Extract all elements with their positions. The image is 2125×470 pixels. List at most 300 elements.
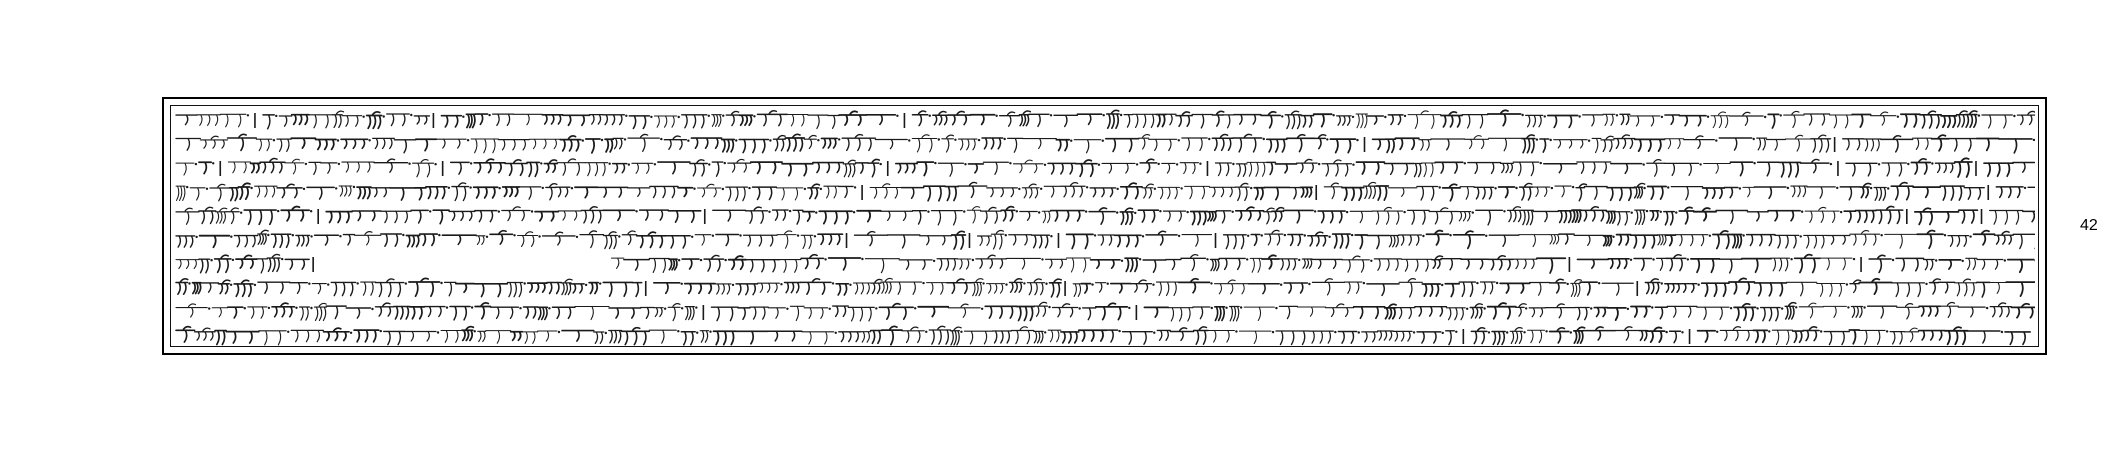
script-syllable bbox=[824, 186, 839, 198]
script-syllable bbox=[1408, 210, 1430, 224]
script-syllable bbox=[1079, 330, 1107, 341]
script-syllable bbox=[346, 308, 370, 318]
script-syllable bbox=[176, 279, 188, 294]
script-syllable bbox=[1032, 235, 1050, 248]
script-syllable bbox=[1417, 332, 1441, 343]
script-syllable bbox=[658, 162, 690, 174]
script-syllable bbox=[590, 115, 603, 125]
script-syllable bbox=[937, 259, 957, 270]
script-syllable bbox=[1892, 283, 1925, 297]
script-syllable bbox=[668, 211, 700, 222]
script-syllable bbox=[1333, 234, 1350, 248]
script-syllable bbox=[611, 258, 623, 268]
script-syllable bbox=[1574, 235, 1603, 245]
script-syllable bbox=[887, 235, 919, 248]
tsheg-mark bbox=[1044, 331, 1046, 333]
script-syllable bbox=[768, 331, 802, 341]
script-syllable bbox=[1958, 307, 1985, 317]
tsheg-mark bbox=[1246, 258, 1248, 260]
script-syllable bbox=[538, 307, 547, 319]
script-syllable bbox=[1904, 328, 1918, 342]
script-syllable bbox=[1533, 187, 1550, 196]
tsheg-mark bbox=[854, 186, 856, 188]
script-syllable bbox=[2006, 282, 2035, 296]
script-syllable bbox=[571, 284, 584, 293]
script-syllable bbox=[628, 134, 659, 151]
tsheg-mark bbox=[933, 260, 935, 262]
script-syllable bbox=[1881, 136, 1913, 152]
tsheg-mark bbox=[1887, 187, 1889, 189]
tsheg-mark bbox=[709, 331, 711, 333]
script-syllable bbox=[1261, 112, 1280, 128]
script-syllable bbox=[1048, 330, 1061, 342]
script-syllable bbox=[1435, 162, 1463, 173]
script-syllable bbox=[1050, 279, 1062, 297]
script-syllable bbox=[1537, 258, 1566, 273]
script-syllable bbox=[1142, 184, 1153, 198]
script-syllable bbox=[367, 112, 382, 128]
script-syllable bbox=[777, 231, 796, 248]
script-syllable bbox=[1300, 187, 1312, 197]
script-syllable bbox=[776, 188, 803, 200]
script-syllable bbox=[580, 231, 604, 248]
tsheg-mark bbox=[1261, 234, 1263, 236]
script-syllable bbox=[1264, 187, 1289, 199]
script-syllable bbox=[1917, 231, 1943, 249]
script-syllable bbox=[637, 232, 666, 247]
tsheg-mark bbox=[1870, 187, 1872, 189]
tsheg-mark bbox=[1157, 163, 1159, 165]
tsheg-mark bbox=[981, 308, 983, 310]
script-syllable bbox=[1901, 114, 1920, 127]
tsheg-mark bbox=[814, 235, 816, 237]
script-syllable bbox=[1513, 259, 1537, 268]
tsheg-mark bbox=[1846, 283, 1848, 285]
script-syllable bbox=[1276, 331, 1309, 345]
script-syllable bbox=[1603, 114, 1615, 125]
script-syllable bbox=[1338, 332, 1356, 344]
script-syllable bbox=[780, 260, 801, 273]
tsheg-mark bbox=[402, 234, 404, 236]
tsheg-mark bbox=[1413, 331, 1415, 333]
script-syllable bbox=[339, 186, 352, 196]
script-syllable bbox=[912, 135, 937, 152]
script-syllable bbox=[478, 331, 486, 341]
script-syllable bbox=[1114, 235, 1141, 246]
script-syllable bbox=[918, 307, 948, 317]
script-syllable bbox=[1874, 188, 1886, 201]
script-syllable bbox=[1603, 236, 1611, 246]
script-syllable bbox=[1441, 112, 1462, 127]
script-syllable bbox=[1279, 259, 1297, 270]
script-syllable bbox=[1581, 207, 1606, 221]
script-syllable bbox=[839, 111, 866, 125]
script-syllable bbox=[1215, 307, 1225, 321]
script-syllable bbox=[1754, 283, 1786, 296]
script-syllable bbox=[1162, 163, 1175, 173]
script-syllable bbox=[1219, 258, 1245, 269]
script-syllable bbox=[1965, 111, 1977, 127]
tsheg-mark bbox=[601, 139, 603, 141]
script-syllable bbox=[985, 306, 1016, 318]
tsheg-mark bbox=[186, 186, 188, 188]
script-syllable bbox=[1698, 331, 1716, 342]
script-syllable bbox=[690, 160, 707, 176]
script-syllable bbox=[871, 279, 882, 293]
tsheg-mark bbox=[896, 115, 898, 117]
tsheg-mark bbox=[1040, 188, 1042, 190]
tsheg-mark bbox=[1284, 234, 1286, 236]
tsheg-mark bbox=[624, 138, 626, 140]
script-syllable bbox=[1516, 304, 1526, 316]
script-syllable bbox=[1932, 135, 1949, 151]
script-syllable bbox=[1356, 114, 1367, 128]
script-syllable bbox=[1768, 211, 1800, 221]
script-syllable bbox=[1785, 303, 1796, 319]
script-syllable bbox=[1013, 160, 1043, 173]
tsheg-mark bbox=[1780, 114, 1782, 116]
script-syllable bbox=[312, 284, 326, 294]
manuscript-line bbox=[172, 325, 2035, 347]
tsheg-mark bbox=[254, 284, 256, 286]
script-syllable bbox=[803, 212, 814, 222]
tsheg-mark bbox=[1250, 187, 1252, 189]
script-syllable bbox=[1376, 186, 1388, 200]
script-syllable bbox=[1262, 255, 1279, 268]
script-syllable bbox=[1779, 162, 1801, 177]
script-syllable bbox=[1034, 331, 1043, 343]
script-syllable bbox=[1384, 164, 1413, 175]
tsheg-mark bbox=[1178, 235, 1180, 237]
script-syllable bbox=[912, 211, 926, 224]
script-syllable bbox=[1754, 187, 1785, 198]
script-syllable bbox=[1702, 283, 1729, 296]
script-syllable bbox=[1804, 235, 1827, 248]
script-syllable bbox=[267, 254, 280, 271]
script-syllable bbox=[1608, 259, 1629, 269]
script-syllable bbox=[258, 282, 290, 293]
script-syllable bbox=[1415, 307, 1447, 316]
script-syllable bbox=[1209, 187, 1235, 196]
script-syllable bbox=[605, 139, 613, 152]
tsheg-mark bbox=[1078, 307, 1080, 309]
tsheg-mark bbox=[654, 163, 656, 165]
script-syllable bbox=[740, 115, 753, 125]
script-syllable bbox=[1869, 255, 1891, 272]
script-syllable bbox=[1156, 282, 1178, 295]
tsheg-mark bbox=[310, 307, 312, 309]
script-syllable bbox=[1239, 331, 1271, 343]
script-syllable bbox=[1501, 163, 1514, 172]
script-syllable bbox=[1138, 210, 1158, 222]
tsheg-mark bbox=[1661, 282, 1663, 284]
script-syllable bbox=[609, 308, 641, 318]
script-syllable bbox=[523, 307, 537, 318]
script-syllable bbox=[299, 307, 309, 320]
script-syllable bbox=[1968, 331, 2000, 343]
script-syllable bbox=[2028, 187, 2035, 199]
script-syllable bbox=[1121, 183, 1142, 198]
script-syllable bbox=[802, 332, 834, 344]
tsheg-mark bbox=[1050, 114, 1052, 116]
script-syllable bbox=[821, 138, 837, 148]
script-syllable bbox=[1413, 164, 1421, 177]
script-syllable bbox=[279, 116, 291, 126]
tsheg-mark bbox=[1225, 307, 1227, 309]
script-syllable bbox=[1283, 210, 1313, 222]
tsheg-mark bbox=[700, 259, 702, 261]
script-syllable bbox=[560, 136, 581, 151]
script-syllable bbox=[1775, 235, 1799, 248]
script-syllable bbox=[199, 162, 211, 173]
tsheg-mark bbox=[1206, 258, 1208, 260]
script-syllable bbox=[991, 231, 1003, 249]
script-syllable bbox=[1675, 235, 1707, 246]
script-syllable bbox=[1807, 187, 1835, 198]
script-syllable bbox=[220, 114, 246, 127]
script-syllable bbox=[562, 331, 594, 342]
script-syllable bbox=[1073, 284, 1081, 297]
tsheg-mark bbox=[353, 186, 355, 188]
script-syllable bbox=[1795, 255, 1820, 273]
script-syllable bbox=[373, 138, 395, 148]
script-syllable bbox=[1844, 211, 1855, 222]
tsheg-mark bbox=[1142, 235, 1144, 237]
script-syllable bbox=[1919, 306, 1940, 316]
tsheg-mark bbox=[861, 258, 863, 260]
script-syllable bbox=[927, 283, 947, 295]
script-syllable bbox=[1395, 138, 1419, 149]
page-number: 42 bbox=[2080, 217, 2098, 234]
tsheg-mark bbox=[695, 306, 697, 308]
script-syllable bbox=[342, 116, 362, 127]
script-syllable bbox=[983, 162, 1008, 174]
script-syllable bbox=[1417, 187, 1438, 201]
script-syllable bbox=[1216, 211, 1230, 223]
tsheg-mark bbox=[1795, 306, 1797, 308]
script-syllable bbox=[1044, 186, 1061, 197]
script-syllable bbox=[682, 115, 707, 128]
script-syllable bbox=[681, 332, 695, 345]
tsheg-mark bbox=[1346, 211, 1348, 213]
script-syllable bbox=[698, 184, 721, 197]
tsheg-mark bbox=[1675, 211, 1677, 213]
script-syllable bbox=[193, 283, 201, 294]
tsheg-mark bbox=[1730, 307, 1732, 309]
script-syllable bbox=[736, 284, 758, 295]
script-syllable bbox=[1000, 112, 1020, 126]
script-syllable bbox=[948, 111, 971, 124]
tsheg-mark bbox=[1326, 138, 1328, 140]
script-syllable bbox=[1545, 304, 1575, 318]
script-syllable bbox=[1574, 327, 1585, 343]
tsheg-mark bbox=[1352, 116, 1354, 118]
script-syllable bbox=[1999, 139, 2032, 153]
tsheg-mark bbox=[1545, 330, 1547, 332]
script-syllable bbox=[981, 207, 1002, 223]
tsheg-mark bbox=[540, 162, 542, 164]
script-syllable bbox=[1388, 188, 1417, 197]
script-syllable bbox=[716, 235, 739, 246]
script-syllable bbox=[1488, 138, 1521, 151]
script-syllable bbox=[552, 307, 575, 318]
script-syllable bbox=[259, 331, 286, 345]
script-syllable bbox=[622, 328, 650, 345]
script-syllable bbox=[972, 279, 983, 296]
script-syllable bbox=[757, 111, 787, 126]
tsheg-mark bbox=[1651, 306, 1653, 308]
script-syllable bbox=[1029, 114, 1049, 126]
script-syllable bbox=[613, 164, 627, 173]
script-syllable bbox=[281, 207, 309, 221]
script-syllable bbox=[715, 284, 731, 294]
script-syllable bbox=[1559, 234, 1574, 244]
tsheg-mark bbox=[660, 138, 662, 140]
script-syllable bbox=[176, 260, 199, 269]
script-syllable bbox=[1711, 112, 1729, 128]
script-syllable bbox=[1519, 235, 1549, 247]
script-syllable bbox=[200, 236, 230, 248]
script-syllable bbox=[790, 306, 804, 320]
tsheg-mark bbox=[1098, 164, 1100, 166]
script-syllable bbox=[176, 327, 195, 342]
tsheg-mark bbox=[1986, 307, 1988, 309]
tsheg-mark bbox=[650, 116, 652, 118]
script-syllable bbox=[1461, 259, 1488, 269]
script-syllable bbox=[856, 163, 868, 173]
script-syllable bbox=[291, 330, 323, 341]
tsheg-mark bbox=[972, 259, 974, 261]
script-syllable bbox=[1051, 211, 1084, 221]
script-syllable bbox=[1667, 306, 1697, 317]
script-syllable bbox=[1650, 211, 1659, 221]
script-syllable bbox=[1061, 332, 1079, 343]
script-syllable bbox=[1431, 139, 1465, 150]
script-syllable bbox=[1120, 208, 1133, 224]
tsheg-mark bbox=[1753, 162, 1755, 164]
script-syllable bbox=[1318, 211, 1345, 223]
script-syllable bbox=[1123, 332, 1153, 345]
script-syllable bbox=[1583, 327, 1615, 340]
tsheg-mark bbox=[1707, 116, 1709, 118]
script-syllable bbox=[793, 210, 803, 224]
tsheg-mark bbox=[2004, 259, 2006, 261]
script-syllable bbox=[649, 259, 669, 273]
tsheg-mark bbox=[1356, 139, 1358, 141]
script-syllable bbox=[442, 235, 476, 244]
manuscript-line bbox=[172, 157, 2035, 179]
script-syllable bbox=[594, 332, 604, 343]
script-syllable bbox=[1476, 210, 1503, 225]
script-syllable bbox=[507, 283, 522, 297]
script-syllable bbox=[1441, 259, 1461, 270]
tsheg-mark bbox=[250, 187, 252, 189]
tsheg-mark bbox=[405, 282, 407, 284]
script-syllable bbox=[1840, 187, 1860, 200]
script-syllable bbox=[1314, 135, 1325, 149]
script-syllable bbox=[210, 184, 230, 200]
script-syllable bbox=[416, 139, 437, 150]
script-syllable bbox=[215, 331, 226, 345]
script-syllable bbox=[1577, 259, 1608, 268]
script-syllable bbox=[751, 162, 782, 173]
script-syllable bbox=[1658, 235, 1667, 245]
script-syllable bbox=[176, 236, 195, 247]
script-syllable bbox=[1720, 327, 1753, 341]
script-syllable bbox=[387, 114, 410, 126]
script-syllable bbox=[1297, 159, 1318, 172]
script-syllable bbox=[475, 211, 497, 222]
script-syllable bbox=[1182, 235, 1211, 247]
tsheg-mark bbox=[1847, 306, 1849, 308]
tsheg-mark bbox=[964, 163, 966, 165]
tsheg-mark bbox=[1438, 186, 1440, 188]
script-syllable bbox=[1324, 183, 1342, 198]
tsheg-mark bbox=[408, 163, 410, 165]
script-syllable bbox=[1056, 140, 1069, 151]
tsheg-mark bbox=[1308, 283, 1310, 285]
script-syllable bbox=[1522, 210, 1533, 224]
script-syllable bbox=[498, 140, 529, 150]
script-syllable bbox=[753, 187, 777, 199]
script-syllable bbox=[722, 140, 735, 152]
tsheg-mark bbox=[879, 163, 881, 165]
script-syllable bbox=[945, 187, 958, 201]
script-syllable bbox=[1454, 231, 1485, 248]
script-syllable bbox=[1408, 111, 1441, 128]
tsheg-mark bbox=[995, 115, 997, 117]
tsheg-mark bbox=[678, 116, 680, 118]
tsheg-mark bbox=[327, 283, 329, 285]
tsheg-mark bbox=[722, 188, 724, 190]
script-syllable bbox=[406, 236, 419, 247]
script-syllable bbox=[2023, 211, 2035, 221]
script-syllable bbox=[682, 259, 699, 269]
script-syllable bbox=[331, 282, 355, 295]
tsheg-mark bbox=[1687, 258, 1689, 260]
tsheg-mark bbox=[1370, 260, 1372, 262]
script-syllable bbox=[1191, 212, 1208, 225]
tsheg-mark bbox=[305, 163, 307, 165]
script-syllable bbox=[728, 159, 751, 172]
script-syllable bbox=[800, 279, 831, 294]
script-syllable bbox=[1465, 136, 1489, 149]
tsheg-mark bbox=[1836, 187, 1838, 189]
script-syllable bbox=[750, 307, 768, 319]
tsheg-mark bbox=[1800, 235, 1802, 237]
tsheg-mark bbox=[558, 331, 560, 333]
script-syllable bbox=[1799, 303, 1823, 318]
tsheg-mark bbox=[628, 163, 630, 165]
script-syllable bbox=[384, 331, 405, 344]
script-syllable bbox=[1254, 188, 1264, 200]
tsheg-mark bbox=[1667, 186, 1669, 188]
tsheg-mark bbox=[1351, 234, 1353, 236]
tsheg-mark bbox=[1466, 308, 1468, 310]
script-syllable bbox=[1233, 134, 1262, 152]
tsheg-mark bbox=[469, 186, 471, 188]
tsheg-mark bbox=[1472, 211, 1474, 213]
script-syllable bbox=[1102, 163, 1135, 173]
tsheg-mark bbox=[922, 282, 924, 284]
script-syllable bbox=[1106, 330, 1117, 342]
script-syllable bbox=[563, 115, 590, 125]
script-syllable bbox=[1393, 331, 1412, 341]
tsheg-mark bbox=[1598, 282, 1600, 284]
script-syllable bbox=[804, 308, 828, 319]
script-syllable bbox=[258, 230, 268, 244]
script-syllable bbox=[1446, 308, 1465, 320]
